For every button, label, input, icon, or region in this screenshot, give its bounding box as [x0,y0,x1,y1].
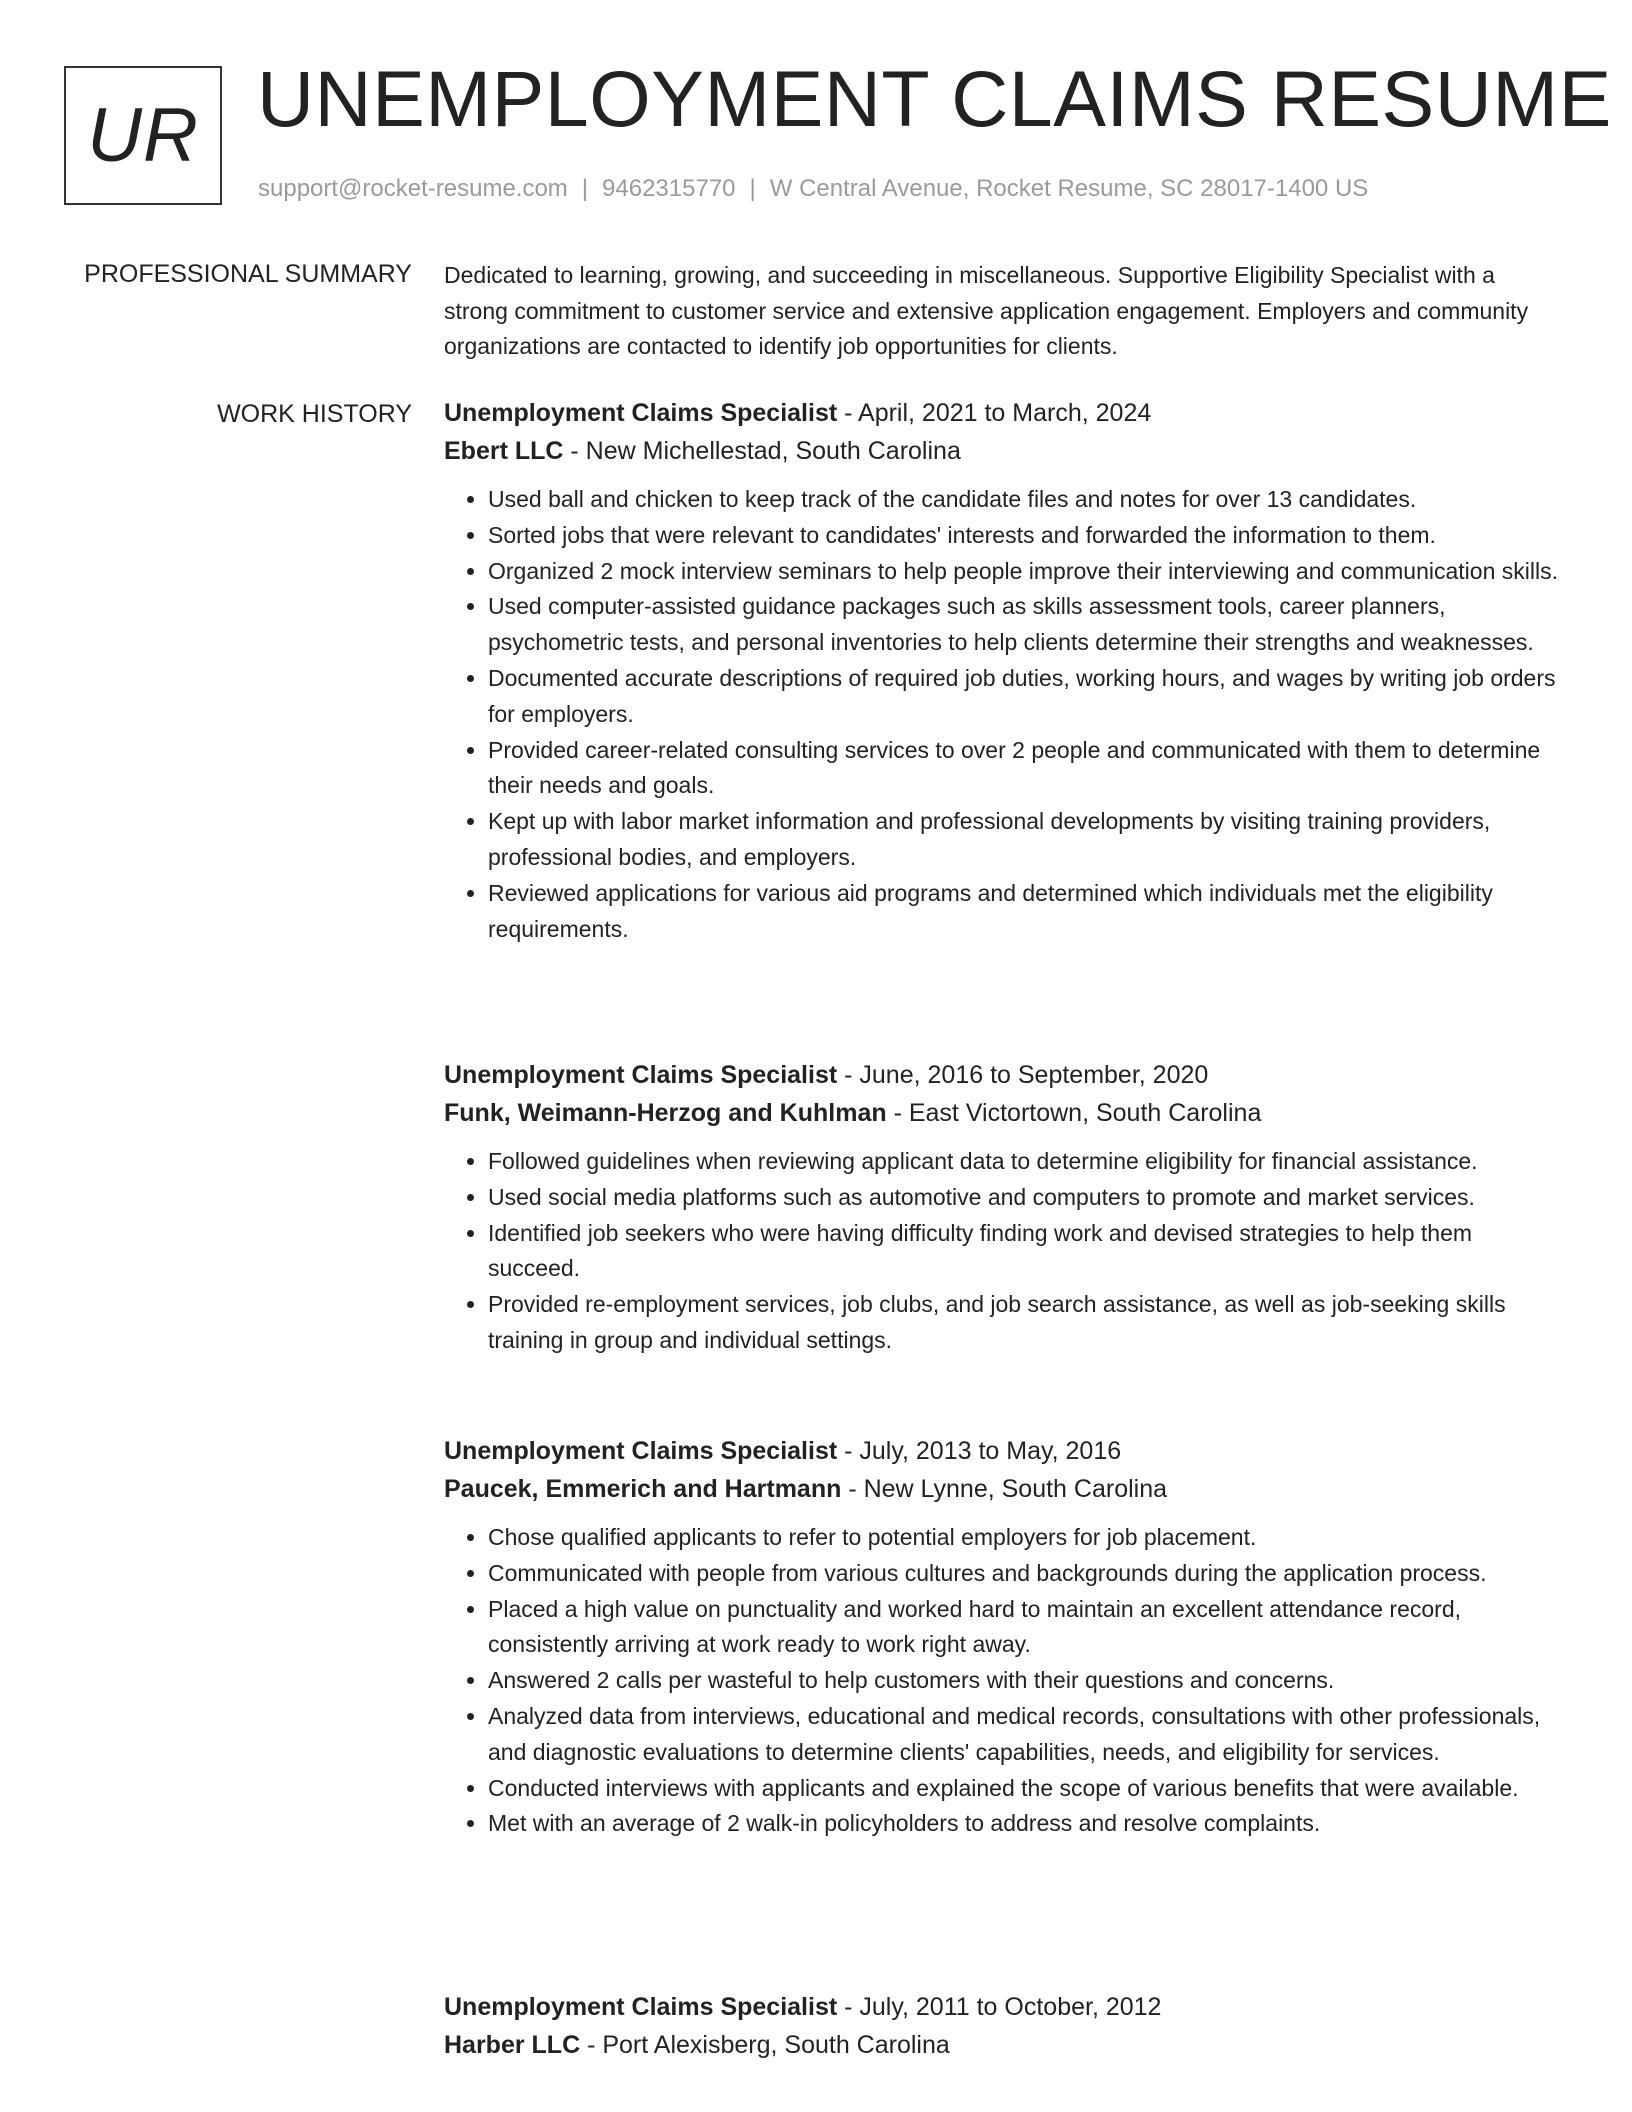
job-title-line [444,1432,1564,1470]
resume-title: UNEMPLOYMENT CLAIMS RESUME [257,54,1612,143]
job-company: Ebert LLC [444,437,564,465]
job-title: Unemployment Claims Specialist [444,1993,838,2021]
job-bullet: • Reviewed applications for various aid programs and determined which individuals met the eligibility requirements. [488,876,1564,948]
job-title: Unemployment Claims Specialist [444,399,838,427]
job-bullet: • Placed a high value on punctuality and worked hard to maintain an excellent attendance record, consistently arriving at work ready to work right away. [488,1592,1564,1664]
job-company-line [444,2026,1564,2064]
job-bullet: • Identified job seekers who were having difficulty finding work and devised strategies to help them succeed. [488,1216,1564,1288]
job-dates: - July, 2011 to October, 2012 [837,1993,1162,2021]
job-bullet: • Provided re-employment services, job clubs, and job search assistance, as well as job-seeking skills training in group and individual settings. [488,1287,1564,1359]
job-bullet: • Provided career-related consulting services to over 2 people and communicated with them to determine their needs and goals. [488,733,1564,805]
job-bullet: • Chose qualified applicants to refer to potential employers for job placement. [488,1520,1564,1556]
contact-separator: | [581,175,589,202]
job-title: Unemployment Claims Specialist [444,1437,838,1465]
job-location: - New Lynne, South Carolina [841,1475,1168,1503]
job-company: Harber LLC [444,2031,581,2059]
monogram-text: UR [87,93,199,178]
job-location: - Port Alexisberg, South Carolina [580,2031,950,2059]
job-bullet: • Met with an average of 2 walk-in policyholders to address and resolve complaints. [488,1806,1564,1842]
job-title-line [444,1988,1564,2026]
job-company-line [444,1470,1564,1508]
job-dates: - June, 2016 to September, 2020 [837,1061,1209,1089]
contact-email[interactable]: support@rocket-resume.com [258,175,568,202]
job-entry [444,394,1564,947]
job-company-line [444,432,1564,470]
job-location: - East Victortown, South Carolina [886,1099,1262,1127]
job-location: - New Michellestad, South Carolina [563,437,961,465]
job-company: Funk, Weimann-Herzog and Kuhlman [444,1099,887,1127]
job-bullet: • Conducted interviews with applicants and explained the scope of various benefits that were available. [488,1771,1564,1807]
job-bullet-list [444,482,1564,947]
job-bullet-list [444,1144,1564,1359]
work-history-section-label: WORK HISTORY [217,400,412,428]
job-bullet: • Kept up with labor market information and professional developments by visiting training providers, professional bodies, and employers. [488,804,1564,876]
job-bullet-list [444,1520,1564,1842]
job-bullet: • Used social media platforms such as automotive and computers to promote and market services. [488,1180,1564,1216]
job-entry [444,1056,1564,1359]
job-dates: - July, 2013 to May, 2016 [837,1437,1122,1465]
contact-address: W Central Avenue, Rocket Resume, SC 28017-1400 US [769,175,1369,202]
job-bullet: • Analyzed data from interviews, educational and medical records, consultations with other professionals, and diagnostic evaluations to determine clients' capabilities, needs, and eligibility for services. [488,1699,1564,1771]
job-bullet: • Followed guidelines when reviewing applicant data to determine eligibility for financial assistance. [488,1144,1564,1180]
job-title-line [444,394,1564,432]
job-bullet: • Sorted jobs that were relevant to candidates' interests and forwarded the information to them. [488,518,1564,554]
job-company: Paucek, Emmerich and Hartmann [444,1475,842,1503]
job-bullet: • Documented accurate descriptions of required job duties, working hours, and wages by writing job orders for employers. [488,661,1564,733]
job-dates: - April, 2021 to March, 2024 [837,399,1152,427]
job-title: Unemployment Claims Specialist [444,1061,838,1089]
job-bullet: • Used computer-assisted guidance packages such as skills assessment tools, career planners, psychometric tests, and personal inventories to help clients determine their strengths and weaknesses. [488,589,1564,661]
monogram-logo [64,66,222,205]
summary-section-label: PROFESSIONAL SUMMARY [84,260,412,288]
job-bullet: • Organized 2 mock interview seminars to help people improve their interviewing and communication skills. [488,554,1564,590]
job-title-line [444,1056,1564,1094]
summary-text: Dedicated to learning, growing, and succeeding in miscellaneous. Supportive Eligibility Specialist with a strong commitment to customer service and extensive application engagement. Employers and community organizations are contacted to identify job opportunities for clients. [444,262,1529,359]
job-bullet: • Used ball and chicken to keep track of the candidate files and notes for over 13 candidates. [488,482,1564,518]
contact-separator: | [749,175,756,202]
job-bullet: • Communicated with people from various cultures and backgrounds during the application process. [488,1556,1564,1592]
contact-phone[interactable]: 9462315770 [602,175,736,202]
job-entry [444,1432,1564,1842]
job-entry [444,1988,1564,2064]
job-bullet: • Answered 2 calls per wasteful to help customers with their questions and concerns. [488,1663,1564,1699]
job-company-line [444,1094,1564,1132]
contact-line [258,174,1368,204]
